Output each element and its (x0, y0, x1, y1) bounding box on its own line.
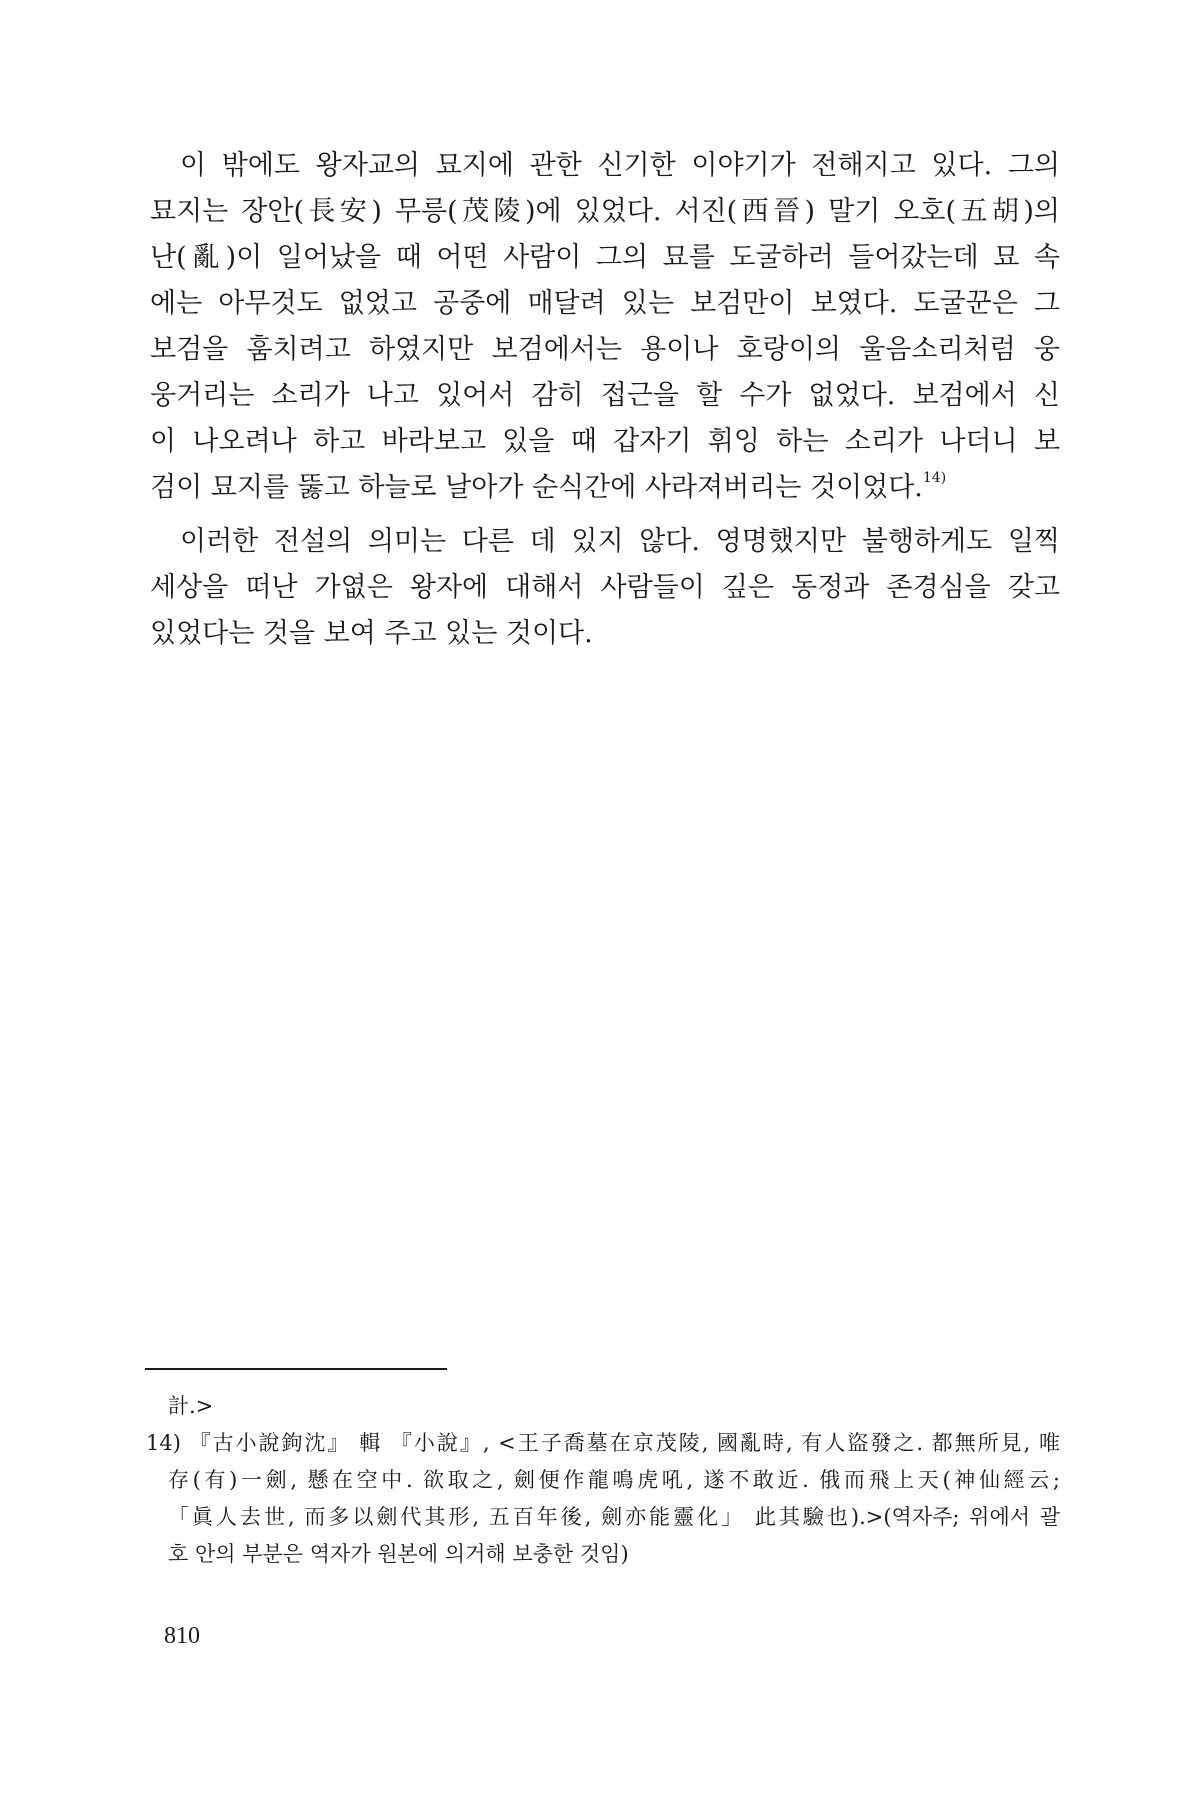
text-line: 이 밖에도 왕자교의 묘지에 관한 신기한 이야기가 전해지고 있다. 그의 (180, 150, 1060, 181)
text-line: 있었다는 것을 보여 주고 있는 것이다. (150, 618, 593, 649)
footnotes (146, 1388, 1060, 1573)
text-line: 세상을 떠난 가엾은 왕자에 대해서 사람들이 깊은 동정과 존경심을 갖고 (150, 572, 1060, 603)
text-line: 묘지는 장안(長安) 무릉(茂陵)에 있었다. 서진(西晉) 말기 오호(五胡)의 (150, 196, 1060, 227)
text-line: 검이 묘지를 뚫고 하늘로 날아가 순식간에 사라져버리는 것이었다. (150, 472, 923, 503)
text-line: 이 나오려나 하고 바라보고 있을 때 갑자기 휘잉 하는 소리가 나더니 보 (150, 426, 1060, 457)
text-line: 난(亂)이 일어났을 때 어떤 사람이 그의 묘를 도굴하러 들어갔는데 묘 속 (150, 242, 1060, 273)
text-line: 웅거리는 소리가 나고 있어서 감히 접근을 할 수가 없었다. 보검에서 신 (150, 380, 1060, 411)
footnote-line: 「眞人去世, 而多以劍代其形, 五百年後, 劍亦能靈化」 此其驗也).>(역자주; 위에서 괄 (168, 1505, 1060, 1529)
footnote-line: 存(有)一劍, 懸在空中. 欲取之, 劍便作龍鳴虎吼, 遂不敢近. 俄而飛上天(神仙經云; (168, 1468, 1060, 1492)
text-line: 에는 아무것도 없었고 공중에 매달려 있는 보검만이 보였다. 도굴꾼은 그 (150, 288, 1060, 319)
footnote-line: 호 안의 부분은 역자가 원본에 의거해 보충한 것임) (168, 1542, 629, 1566)
text-line: 이러한 전설의 의미는 다른 데 있지 않다. 영명했지만 불행하게도 일찍 (180, 526, 1060, 557)
text-line-with-footnote (150, 465, 1060, 511)
paragraph-gap (150, 511, 1060, 519)
main-text (150, 143, 1060, 657)
page-number: 810 (164, 1623, 200, 1649)
footnote-carryover: 計.> (168, 1394, 214, 1418)
text-line: 보검을 훔치려고 하였지만 보검에서는 용이나 호랑이의 울음소리처럼 웅 (150, 334, 1060, 365)
footnote-line: 14) 『古小說鉤沈』 輯 『小說』, <王子喬墓在京茂陵, 國亂時, 有人盜發之. 都無所見, 唯 (146, 1431, 1060, 1455)
footnote-reference: 14) (922, 470, 947, 486)
footnote-separator (145, 1368, 447, 1370)
